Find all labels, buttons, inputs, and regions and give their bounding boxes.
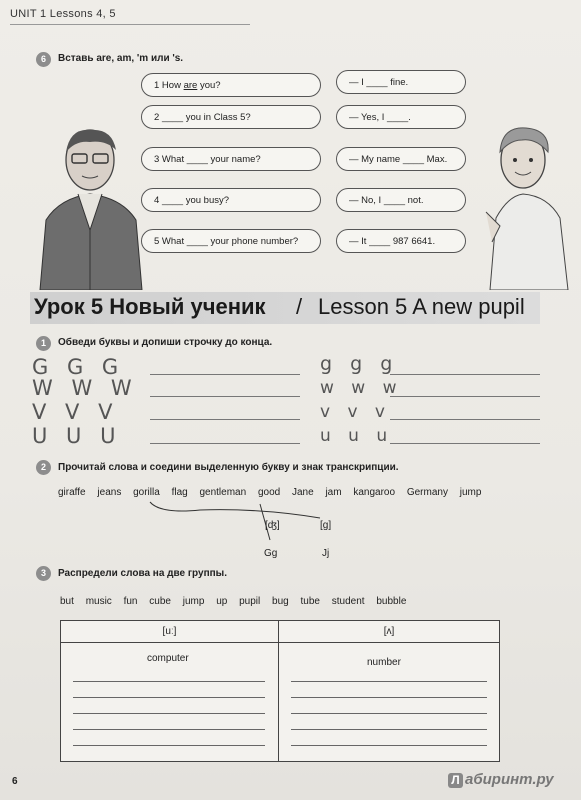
trace-upper-w: W W W <box>32 376 138 400</box>
table-writing-line[interactable] <box>291 745 487 746</box>
table-writing-line[interactable] <box>291 681 487 682</box>
writing-line[interactable] <box>390 443 540 444</box>
question-bubble-4: 4 ____ you busy? <box>141 188 321 212</box>
task-2-number: 2 <box>36 460 51 475</box>
task-6-number: 6 <box>36 52 51 67</box>
word-item: gorilla <box>133 487 160 498</box>
table-writing-line[interactable] <box>73 745 265 746</box>
word-item: fun <box>123 596 138 607</box>
column-header-a: [ʌ] <box>279 621 499 643</box>
table-writing-line[interactable] <box>291 713 487 714</box>
answer-bubble-2: — Yes, I ____. <box>336 105 466 129</box>
transcription-symbol: [ʤ] <box>265 520 280 531</box>
trace-lower-v: v v v <box>320 402 391 422</box>
task-2-title: Прочитай слова и соедини выделенную букву и знак транскрипции. <box>58 462 399 473</box>
lesson-title-ru: Урок 5 Новый ученик <box>34 294 266 319</box>
word-item: but <box>60 596 74 607</box>
word-item: pupil <box>239 596 261 607</box>
writing-line[interactable] <box>150 396 300 397</box>
transcription-symbol: [g] <box>320 520 332 531</box>
table-writing-line[interactable] <box>73 681 265 682</box>
table-writing-line[interactable] <box>73 697 265 698</box>
example-word: number <box>367 657 401 668</box>
word-item: kangaroo <box>353 487 396 498</box>
table-writing-line[interactable] <box>73 729 265 730</box>
word-item: bug <box>272 596 289 607</box>
question-bubble-1: 1 How are you? <box>141 73 321 97</box>
word-item: flag <box>171 487 188 498</box>
page-number: 6 <box>12 776 18 787</box>
unit-header: UNIT 1 Lessons 4, 5 <box>10 8 116 20</box>
sorting-table <box>60 620 500 762</box>
trace-lower-w: w w w <box>320 378 403 398</box>
writing-line[interactable] <box>390 396 540 397</box>
task-1-number: 1 <box>36 336 51 351</box>
trace-upper-u: U U U <box>32 424 122 448</box>
word-item: jump <box>182 596 205 607</box>
trace-upper-v: V V V <box>32 400 119 424</box>
word-item: cube <box>149 596 171 607</box>
boy-left-illustration <box>30 120 150 290</box>
word-item: bubble <box>376 596 407 607</box>
writing-line[interactable] <box>150 419 300 420</box>
writing-line[interactable] <box>390 374 540 375</box>
lesson-title-separator: / <box>296 294 303 319</box>
word-item: giraffe <box>58 487 86 498</box>
table-writing-line[interactable] <box>291 697 487 698</box>
example-word: computer <box>147 653 189 664</box>
answer-bubble-3: — My name ____ Max. <box>336 147 466 171</box>
header-divider <box>10 24 250 25</box>
answer-bubble-4: — No, I ____ not. <box>336 188 466 212</box>
table-column-a <box>279 621 499 761</box>
labirint-logo <box>448 771 554 788</box>
task-3-number: 3 <box>36 566 51 581</box>
table-writing-line[interactable] <box>73 713 265 714</box>
column-header-u: [uː] <box>61 621 278 643</box>
table-writing-line[interactable] <box>291 729 487 730</box>
word-item: jam <box>325 487 342 498</box>
letter-pair: Gg <box>264 548 278 559</box>
word-item: Germany <box>406 487 448 498</box>
task-3-title: Распредели слова на две группы. <box>58 568 227 579</box>
task-3-word-list <box>60 596 415 607</box>
trace-upper-g: G G G <box>32 355 125 379</box>
table-column-u <box>61 621 279 761</box>
logo-text: абиринт.ру <box>465 771 554 788</box>
writing-line[interactable] <box>150 443 300 444</box>
connecting-line <box>140 500 340 550</box>
writing-line[interactable] <box>150 374 300 375</box>
writing-line[interactable] <box>390 419 540 420</box>
trace-lower-g: g g g <box>320 353 399 375</box>
answer-bubble-1: — I ____ fine. <box>336 70 466 94</box>
task-2-word-list <box>58 487 487 498</box>
trace-lower-u: u u u <box>320 426 394 446</box>
question-bubble-5: 5 What ____ your phone number? <box>141 229 321 253</box>
word-item: up <box>216 596 228 607</box>
answer-bubble-5: — It ____ 987 6641. <box>336 229 466 253</box>
word-item: jump <box>459 487 482 498</box>
word-item: good <box>257 487 281 498</box>
word-item: Jane <box>291 487 314 498</box>
logo-mark-icon: Л <box>448 773 463 788</box>
word-item: tube <box>300 596 320 607</box>
question-bubble-2: 2 ____ you in Class 5? <box>141 105 321 129</box>
word-item: jeans <box>97 487 122 498</box>
question-bubble-3: 3 What ____ your name? <box>141 147 321 171</box>
letter-pair: Jj <box>322 548 330 559</box>
word-item: gentleman <box>199 487 247 498</box>
task-1-title: Обведи буквы и допиши строчку до конца. <box>58 337 273 348</box>
word-item: student <box>331 596 365 607</box>
boy-right-illustration <box>478 122 578 290</box>
lesson-title-en: Lesson 5 A new pupil <box>318 294 525 319</box>
word-item: music <box>85 596 112 607</box>
task-6-title: Вставь are, am, 'm или 's. <box>58 53 184 64</box>
